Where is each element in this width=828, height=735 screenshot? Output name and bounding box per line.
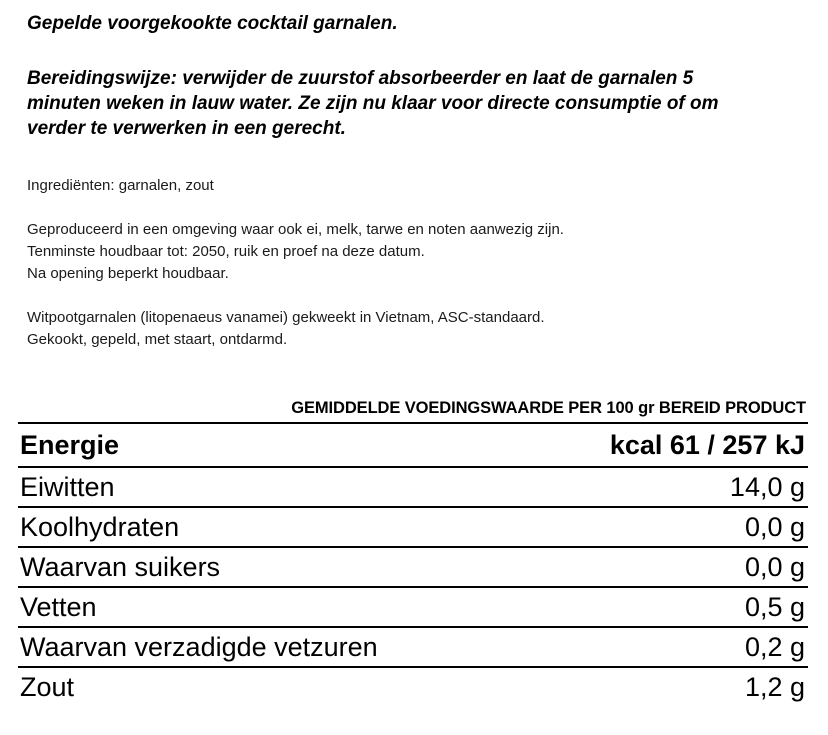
nutrient-name: Waarvan verzadigde vetzuren bbox=[18, 627, 527, 667]
nutrition-row-vetten bbox=[18, 587, 808, 627]
nutrient-value: kcal 61 / 257 kJ bbox=[527, 423, 808, 467]
best-before-note: Tenminste houdbaar tot: 2050, ruik en proef na deze datum. bbox=[27, 243, 425, 260]
nutrition-row-suikers bbox=[18, 547, 808, 587]
nutrition-row-eiwitten bbox=[18, 467, 808, 507]
nutrient-name: Vetten bbox=[18, 587, 527, 627]
nutrient-name: Waarvan suikers bbox=[18, 547, 527, 587]
origin-info bbox=[27, 307, 807, 351]
nutrition-row-koolhydraten bbox=[18, 507, 808, 547]
nutrient-name: Zout bbox=[20, 672, 75, 702]
nutrition-row-verzadigde-vetzuren bbox=[18, 627, 808, 667]
nutrient-value: 0,0 g bbox=[527, 547, 808, 587]
nutrition-row-energie bbox=[18, 423, 808, 467]
allergen-note: Geproduceerd in een omgeving waar ook ei, melk, tarwe en noten aanwezig zijn. bbox=[27, 221, 564, 238]
production-info bbox=[27, 219, 807, 285]
nutrient-value: 1,2 g bbox=[744, 672, 805, 702]
nutrient-value: 14,0 g bbox=[527, 467, 808, 507]
preparation-instructions: Bereidingswijze: verwijder de zuurstof absorbeerder en laat de garnalen 5 minuten weken in lauw water. Ze zijn nu klaar voor directe consumptie of om verder te verwerken in een gerecht. bbox=[27, 68, 719, 139]
nutrient-name: Eiwitten bbox=[18, 467, 527, 507]
nutrient-name: Koolhydraten bbox=[18, 507, 527, 547]
nutrient-name: Energie bbox=[18, 423, 527, 467]
ingredients-text: Ingrediënten: garnalen, zout bbox=[27, 177, 214, 194]
after-opening-note: Na opening beperkt houdbaar. bbox=[27, 265, 229, 282]
species-origin-note: Witpootgarnalen (litopenaeus vanamei) gekweekt in Vietnam, ASC-standaard. bbox=[27, 309, 545, 326]
product-name: Gepelde voorgekookte cocktail garnalen. bbox=[27, 13, 398, 34]
nutrition-facts bbox=[18, 398, 808, 706]
processing-note: Gekookt, gepeld, met staart, ontdarmd. bbox=[27, 331, 288, 348]
nutrition-table bbox=[18, 422, 808, 706]
nutrient-value: 0,0 g bbox=[527, 507, 808, 547]
nutrition-header: GEMIDDELDE VOEDINGSWAARDE PER 100 gr BEREID PRODUCT bbox=[291, 399, 806, 417]
product-description bbox=[27, 12, 807, 351]
nutrient-value: 0,5 g bbox=[527, 587, 808, 627]
nutrition-row-zout bbox=[18, 667, 808, 706]
nutrient-value: 0,2 g bbox=[527, 627, 808, 667]
